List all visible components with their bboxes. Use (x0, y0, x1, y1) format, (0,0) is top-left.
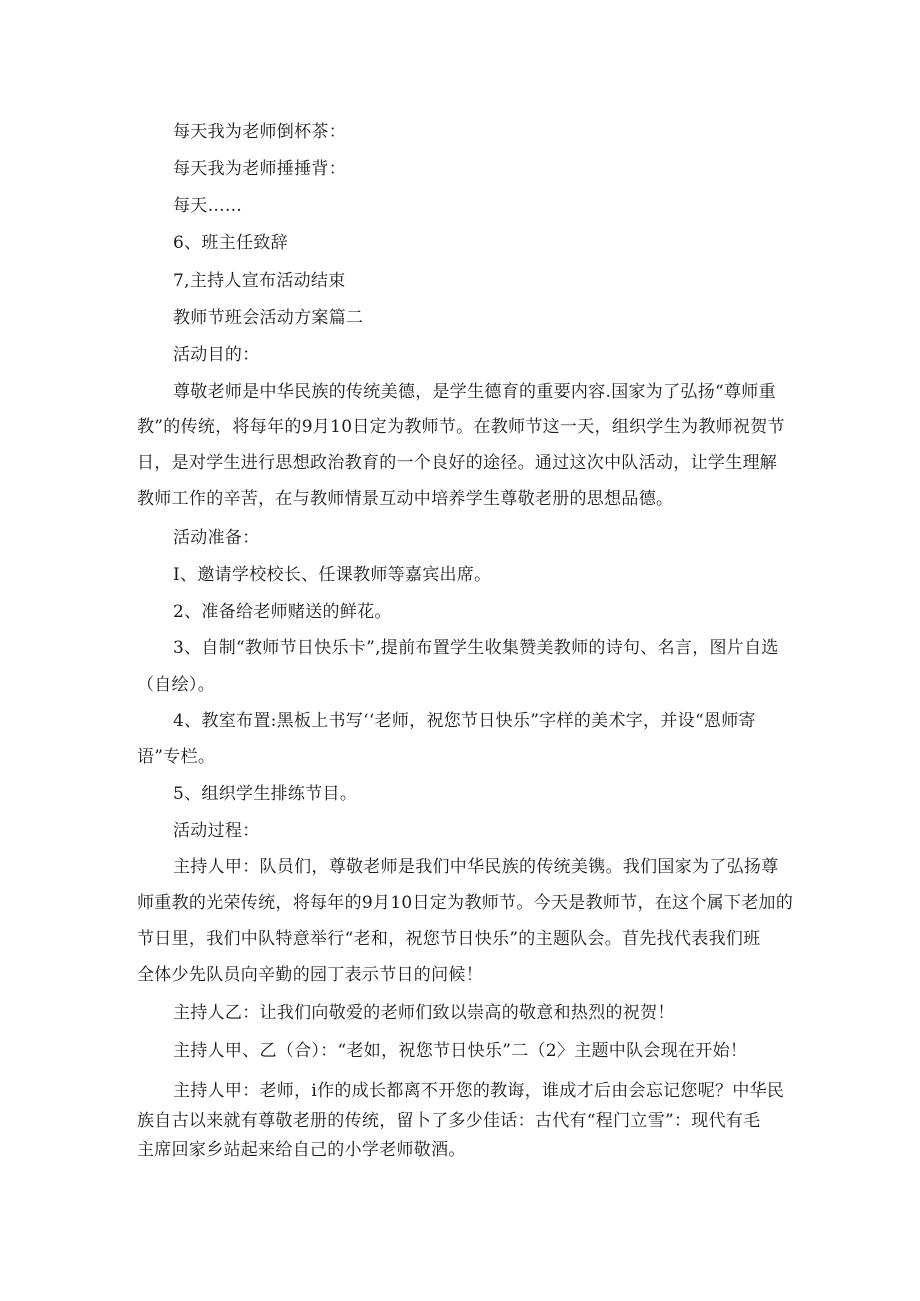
text-line: 日，是对学生进行思想政治教育的一个良好的途径。通过这次中队活动，让学生理解 (137, 453, 778, 473)
text-line: 主持人乙：让我们向敬爱的老师们致以崇高的敬意和热烈的祝贺！ (173, 1003, 675, 1023)
text-line: 教”的传统，将每年的9月10日定为教师节。在教师节这一天，组织学生为教师祝贺节 (137, 417, 785, 437)
text-line: 每天…… (173, 196, 243, 216)
text-line: 节日里，我们中队特意举行“老和，祝您节日快乐”的主题队会。苜先找代表我们班 (137, 929, 761, 949)
text-line: 4、教室布置:黑板上书写‘‘老师，祝您节日快乐”字样的美术字，并设“恩师寄 (173, 711, 756, 731)
section-heading: 教师节班会活动方案篇二 (173, 308, 364, 328)
text-line: 教师工作的辛苦，在与教师情景互动中培养学生尊敬老册的思想品德。 (137, 489, 674, 509)
text-line: 活动准备： (173, 528, 260, 548)
text-line: I、邀请学校校长、任课教师等嘉宾出席。 (173, 565, 492, 585)
text-line: 活动过程： (173, 821, 260, 841)
text-line: 主持人甲：队员们，尊敬老师是我们中华民族的传统美镌。我们国家为了弘扬尊 (173, 857, 779, 877)
text-line: 每天我为老师捶捶背： (173, 159, 346, 179)
text-line: 主持人甲、乙（合）：“老如，祝您节日快乐”二（2〉主题中队会现在开始！ (173, 1041, 748, 1061)
text-line: 活动目的： (173, 345, 260, 365)
text-line: 6、班主任致辞 (173, 233, 288, 253)
text-line: 全体少先队员向辛勤的园丁表示节日的问候！ (137, 965, 483, 985)
text-line: 2、准备给老师赌送的鲜花。 (173, 602, 392, 622)
text-line: 尊敬老师是中华民族的传统美德，是学生德育的重要内容.国家为了弘扬“尊师重 (173, 382, 776, 402)
text-line: 主持人甲：老师，i作的成长都离不开您的教诲，谁成才后由会忘记您呢？中华民 (173, 1081, 785, 1101)
text-line: 族自古以来就有尊敬老册的传统，留卜了多少佳话：古代有“程门立雪”：现代有毛 (137, 1111, 761, 1131)
text-line: 每天我为老师倒杯茶： (173, 122, 346, 142)
text-line: 5、组织学生排练节目。 (173, 784, 358, 804)
text-line: 语”专栏。 (137, 747, 216, 767)
text-line: 师重教的光荣传统，将每年的9月10日定为教师节。今天是教师节，在这个属下老加的 (137, 893, 794, 913)
text-line: 7,主持人宣布活动结束 (173, 271, 346, 291)
text-line: （自绘）。 (137, 675, 215, 695)
text-line: 3、自制“教师节日快乐卡”,提前布置学生收集赞美教师的诗句、名言，图片自选 (173, 638, 779, 658)
text-line: 主席回家乡站起来给自己的小学老师敬酒。 (137, 1140, 466, 1160)
